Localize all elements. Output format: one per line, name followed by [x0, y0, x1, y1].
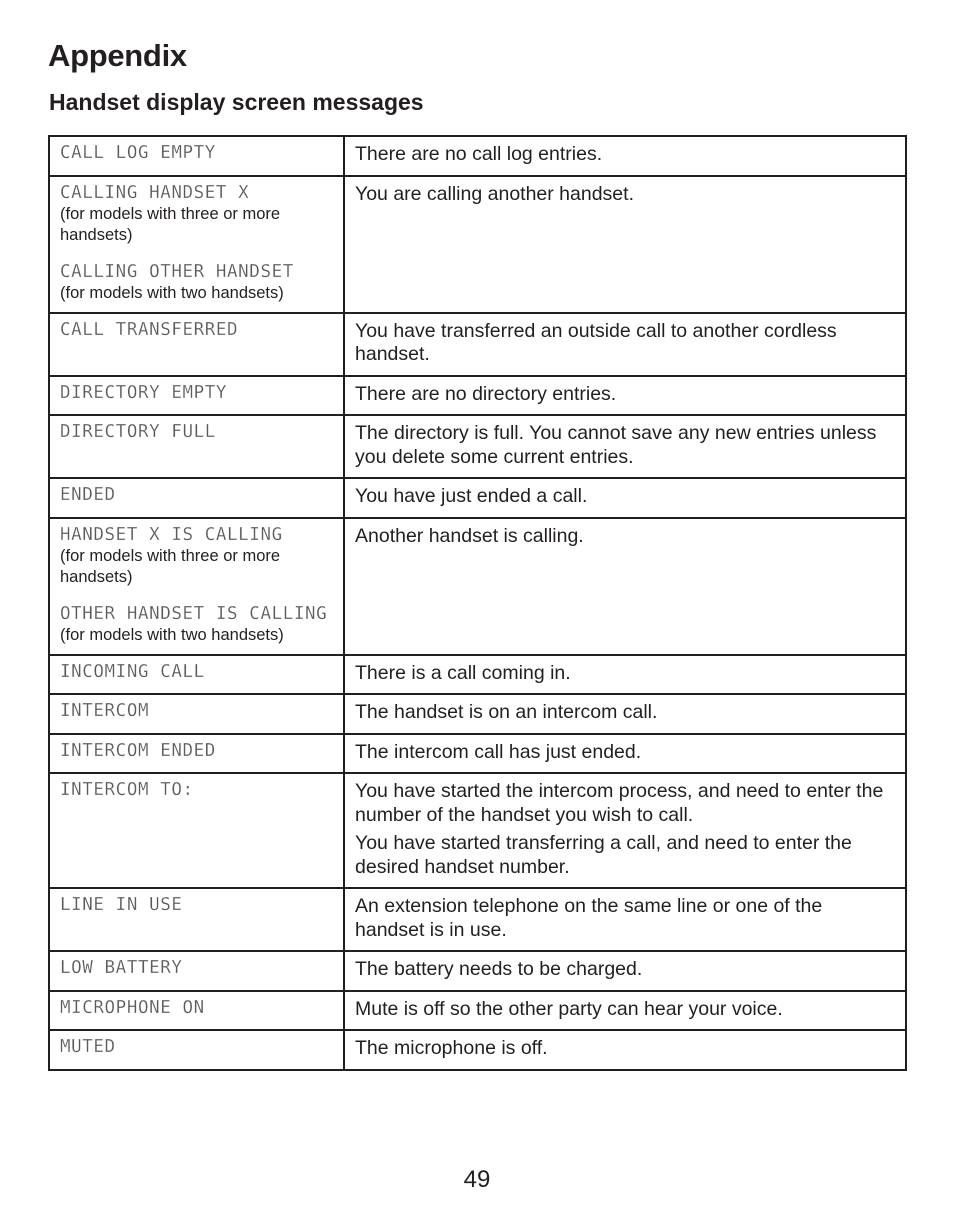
- table-row: [49, 773, 906, 888]
- screen-message-cell: [49, 176, 344, 313]
- screen-message-text: CALLING OTHER HANDSET: [60, 261, 294, 282]
- description-text: An extension telephone on the same line or one of the handset is in use.: [355, 895, 823, 941]
- screen-message-block: [60, 320, 335, 341]
- screen-message-cell: [49, 518, 344, 655]
- screen-message-block: [60, 958, 335, 979]
- screen-message-cell: [49, 415, 344, 478]
- description-text: There are no directory entries.: [355, 382, 617, 405]
- model-note: (for models with two handsets): [60, 625, 284, 644]
- screen-message-block: [60, 998, 335, 1019]
- description-cell: [344, 694, 906, 734]
- screen-message-text: CALLING HANDSET X: [60, 182, 250, 203]
- screen-message-text: INCOMING CALL: [60, 661, 205, 682]
- screen-message-cell: [49, 376, 344, 416]
- screen-message-cell: [49, 313, 344, 376]
- description-text: You have started transferring a call, and need to enter the desired handset number.: [355, 832, 852, 878]
- screen-message-text: INTERCOM TO:: [60, 780, 194, 800]
- description-cell: [344, 951, 906, 991]
- screen-message-block: [60, 422, 335, 443]
- description-text: There are no call log entries.: [355, 143, 603, 165]
- description-text: You have started the intercom process, and need to enter the number of the handset you wish to call.: [355, 780, 884, 826]
- description-cell: [344, 734, 906, 774]
- screen-message-block: [60, 485, 335, 506]
- description-cell: [344, 991, 906, 1031]
- description-text: The handset is on an intercom call.: [355, 701, 658, 723]
- messages-table: [48, 135, 907, 1071]
- description-text: The microphone is off.: [355, 1037, 548, 1059]
- screen-message-text: CALL LOG EMPTY: [60, 143, 216, 163]
- screen-message-cell: [49, 1030, 344, 1070]
- screen-message-cell: [49, 991, 344, 1031]
- table-row: [49, 415, 906, 478]
- description-text: The battery needs to be charged.: [355, 958, 643, 980]
- table-row: [49, 951, 906, 991]
- screen-message-block: [60, 741, 335, 762]
- screen-message-cell: [49, 694, 344, 734]
- table-row: [49, 176, 906, 313]
- description-cell: [344, 518, 906, 655]
- description-text: You have just ended a call.: [355, 485, 588, 507]
- screen-message-block: [60, 525, 335, 588]
- screen-message-block: [60, 604, 335, 646]
- description-cell: [344, 1030, 906, 1070]
- page-title: Appendix: [48, 38, 187, 73]
- description-cell: [344, 655, 906, 695]
- screen-message-text: INTERCOM: [60, 701, 150, 721]
- screen-message-text: INTERCOM ENDED: [60, 740, 216, 761]
- model-note: (for models with three or more handsets): [60, 546, 281, 586]
- description-cell: [344, 136, 906, 176]
- messages-table-body: [49, 136, 906, 1070]
- description-cell: [344, 313, 906, 376]
- table-row: [49, 991, 906, 1031]
- section-title: Handset display screen messages: [49, 89, 424, 115]
- table-row: [49, 888, 906, 951]
- screen-message-text: HANDSET X IS CALLING: [60, 524, 283, 545]
- table-row: [49, 734, 906, 774]
- description-cell: [344, 773, 906, 888]
- screen-message-block: [60, 780, 335, 801]
- description-cell: [344, 376, 906, 416]
- description-text: The intercom call has just ended.: [355, 740, 642, 763]
- description-cell: [344, 478, 906, 518]
- screen-message-cell: [49, 888, 344, 951]
- screen-message-text: DIRECTORY FULL: [60, 422, 216, 442]
- table-row: [49, 376, 906, 416]
- screen-message-text: LOW BATTERY: [60, 958, 183, 978]
- screen-message-cell: [49, 478, 344, 518]
- description-text: Mute is off so the other party can hear your voice.: [355, 997, 783, 1020]
- description-text: You are calling another handset.: [355, 182, 634, 205]
- screen-message-text: DIRECTORY EMPTY: [60, 382, 228, 403]
- table-row: [49, 478, 906, 518]
- screen-message-text: ENDED: [60, 485, 116, 505]
- page-number: 49: [463, 1166, 491, 1193]
- screen-message-block: [60, 383, 335, 404]
- table-row: [49, 1030, 906, 1070]
- table-row: [49, 518, 906, 655]
- description-cell: [344, 888, 906, 951]
- screen-message-cell: [49, 734, 344, 774]
- table-row: [49, 694, 906, 734]
- model-note: (for models with three or more handsets): [60, 204, 281, 244]
- model-note: (for models with two handsets): [60, 283, 284, 302]
- screen-message-text: MICROPHONE ON: [60, 997, 205, 1018]
- screen-message-block: [60, 262, 335, 304]
- screen-message-cell: [49, 136, 344, 176]
- description-text: Another handset is calling.: [355, 524, 584, 547]
- description-text: The directory is full. You cannot save any new entries unless you delete some current entries.: [355, 422, 877, 468]
- screen-message-text: LINE IN USE: [60, 895, 183, 915]
- screen-message-text: MUTED: [60, 1037, 116, 1057]
- screen-message-cell: [49, 773, 344, 888]
- table-row: [49, 136, 906, 176]
- screen-message-block: [60, 143, 335, 164]
- screen-message-block: [60, 895, 335, 916]
- screen-message-text: OTHER HANDSET IS CALLING: [60, 603, 328, 624]
- description-cell: [344, 176, 906, 313]
- screen-message-block: [60, 1037, 335, 1058]
- screen-message-block: [60, 701, 335, 722]
- description-text: You have transferred an outside call to another cordless handset.: [355, 319, 837, 365]
- table-row: [49, 313, 906, 376]
- description-text: There is a call coming in.: [355, 661, 571, 684]
- screen-message-cell: [49, 951, 344, 991]
- screen-message-block: [60, 662, 335, 683]
- screen-message-cell: [49, 655, 344, 695]
- screen-message-text: CALL TRANSFERRED: [60, 319, 239, 340]
- table-row: [49, 655, 906, 695]
- description-cell: [344, 415, 906, 478]
- screen-message-block: [60, 183, 335, 246]
